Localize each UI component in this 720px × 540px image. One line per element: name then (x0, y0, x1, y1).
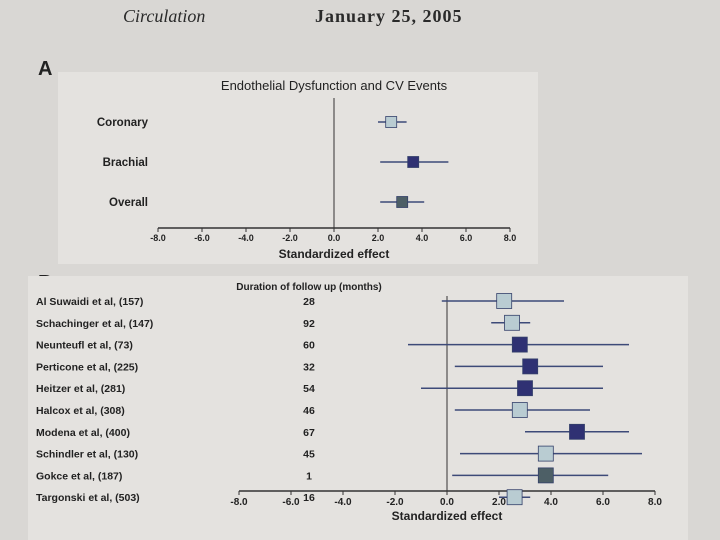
panel-a-x-tick-label: -2.0 (282, 233, 298, 243)
panel-b-x-tick-label: -2.0 (386, 497, 404, 508)
panel-b-row-label: Schindler et al, (130) (36, 448, 139, 461)
panel-a-x-tick-label: 2.0 (371, 233, 385, 243)
journal-name: Circulation (123, 6, 206, 26)
panel-a-label: A (38, 58, 53, 80)
panel-b-duration-value: 46 (303, 405, 315, 417)
panel-b-duration-value: 60 (303, 339, 315, 352)
panel-b-x-tick-label: 2.0 (492, 497, 506, 508)
panel-a-row-label: Coronary (96, 117, 148, 129)
panel-b-duration-value: 67 (303, 426, 315, 439)
panel-a-row-label: Overall (109, 197, 148, 209)
panel-b-effect-box (538, 446, 553, 461)
panel-b-row-label: Heitzer et al, (281) (36, 383, 126, 396)
panel-b-row-label: Schachinger et al, (147) (36, 317, 154, 330)
panel-b-duration-value: 28 (303, 296, 315, 308)
panel-b-effect-box (497, 294, 512, 309)
panel-a-row-label: Brachial (102, 157, 148, 169)
panel-a-x-tick-label: 4.0 (415, 233, 429, 243)
panel-b-effect-box (505, 315, 520, 330)
panel-b-x-tick-label: 6.0 (596, 497, 610, 508)
panel-b-duration-value: 54 (303, 383, 315, 396)
panel-b-row-label: Neunteufl et al, (73) (36, 339, 133, 352)
panel-b-effect-box (523, 359, 538, 374)
panel-b-x-tick-label: -6.0 (282, 497, 300, 508)
panel-b-row-label: Halcox et al, (308) (36, 405, 125, 417)
panel-b-effect-box (538, 468, 553, 483)
panel-b-x-tick-label: 8.0 (648, 497, 662, 508)
panel-b-row-label: Perticone et al, (225) (36, 361, 139, 374)
panel-b-effect-box (570, 424, 585, 439)
panel-a-effect-box (386, 117, 397, 128)
panel-b-x-tick-label: 0.0 (440, 497, 454, 508)
panel-b-duration-value: 45 (303, 448, 315, 461)
panel-b-row-label: Modena et al, (400) (36, 426, 130, 439)
publication-date: January 25, 2005 (315, 6, 463, 26)
panel-a-effect-box (408, 157, 419, 168)
panel-b-x-tick-label: 4.0 (544, 497, 558, 508)
panel-b-duration-value: 1 (306, 470, 312, 483)
panel-a-x-tick-label: 0.0 (327, 233, 341, 243)
panel-b-forest-plot (0, 270, 720, 540)
panel-b-column-header: Duration of follow up (months) (236, 282, 382, 293)
panel-b-x-tick-label: -8.0 (230, 497, 248, 508)
panel-a-x-axis-label: Standardized effect (278, 247, 390, 261)
panel-b-effect-box (507, 490, 522, 505)
panel-b-duration-value: 32 (303, 361, 315, 374)
panel-b-x-axis-label: Standardized effect (391, 509, 503, 523)
panel-a-x-tick-label: -8.0 (150, 233, 166, 243)
panel-a-chart-title: Endothelial Dysfunction and CV Events (220, 78, 448, 93)
panel-b-duration-value: 92 (303, 317, 315, 330)
panel-b-duration-value: 16 (303, 492, 315, 505)
panel-a-x-tick-label: 8.0 (503, 233, 517, 243)
panel-a-x-tick-label: -4.0 (238, 233, 254, 243)
panel-b-effect-box (518, 381, 533, 396)
panel-b-row-label: Targonski et al, (503) (36, 492, 140, 505)
panel-b-row-label: Al Suwaidi et al, (157) (36, 296, 144, 308)
panel-a-effect-box (397, 197, 408, 208)
panel-a-x-tick-label: -6.0 (194, 233, 210, 243)
panel-b-effect-box (512, 337, 527, 352)
panel-b-row-label: Gokce et al, (187) (36, 470, 123, 483)
panel-b-effect-box (512, 403, 527, 418)
panel-b-x-tick-label: -4.0 (334, 497, 352, 508)
panel-a-x-tick-label: 6.0 (459, 233, 473, 243)
